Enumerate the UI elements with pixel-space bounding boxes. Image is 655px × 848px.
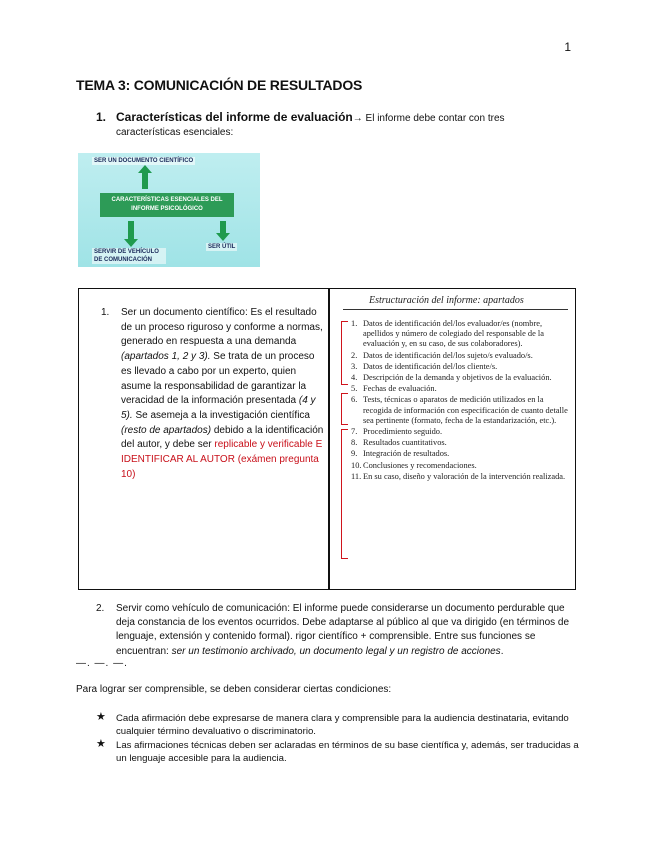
text-part: Ser un documento científico: Es el resultado de un proceso riguroso y conforme a normas, generado en respuesta a una demanda (121, 307, 323, 348)
informe-table (78, 288, 576, 590)
item-number: 1. (101, 307, 110, 318)
structure-title: Estructuración del informe: apartados (369, 295, 524, 306)
bracket-marker (341, 393, 348, 425)
arrow-icon: → (352, 113, 363, 124)
structure-item-text: Procedimiento seguido. (363, 427, 443, 437)
text-italic: (resto de apartados) (121, 424, 212, 436)
star-icon: ★ (96, 711, 106, 723)
arrow-down-right-icon (216, 221, 230, 241)
structure-item-text: Fechas de evaluación. (363, 384, 437, 394)
page-number: 1 (564, 40, 571, 54)
diagram-bottom-right-label: SER ÚTIL (208, 244, 236, 250)
star-icon: ★ (96, 738, 106, 750)
section-2-number: 2. (96, 603, 105, 614)
diagram-center-box: CARACTERÍSTICAS ESENCIALES DEL INFORME PSICOLÓGICO (100, 193, 234, 217)
structure-cell (337, 289, 573, 589)
structure-item (351, 384, 569, 394)
characteristics-diagram (78, 153, 260, 267)
structure-item (351, 438, 569, 448)
bracket-marker (341, 321, 348, 385)
structure-list (351, 319, 569, 483)
section-2-end: . (500, 645, 504, 657)
red-highlight-text: replicable y verificable E IDENTIFICAR AL AUTOR (exámen pregunta 10) (121, 439, 323, 480)
structure-item (351, 472, 569, 482)
section-1-heading: Características del informe de evaluación (116, 110, 353, 124)
section-1 (96, 110, 536, 140)
section-2-italic: ser un testimonio archivado, un documento legal y un registro de acciones (171, 645, 501, 657)
structure-item-number: 4. (351, 373, 358, 383)
structure-item-number: 1. (351, 319, 358, 328)
structure-item-number: 6. (351, 395, 358, 405)
structure-item (351, 461, 569, 471)
section-2-text: Servir como vehículo de comunicación: El informe puede considerarse un documento perdurable que deja constancia de los eventos ocurridos. Debe adaptarse al público al que va dirigido (en términos de lenguaje, extensión y contenido formal). rigor científico + comprensible. Entre sus funciones se encuentran: (116, 603, 570, 657)
structure-item (351, 395, 569, 426)
diagram-top-label: SER UN DOCUMENTO CIENTÍFICO (94, 158, 194, 164)
structure-item-number: 10. (351, 460, 362, 470)
section-2 (96, 602, 586, 659)
bullet-text: Cada afirmación debe expresarse de manera clara y comprensible para la audiencia destinataria, evitando cualquier término devaluativo o discriminatorio. (116, 713, 569, 737)
title-underline (343, 309, 568, 310)
conditions-intro: Para lograr ser comprensible, se deben considerar ciertas condiciones: (76, 684, 392, 695)
structure-item (351, 362, 569, 372)
structure-item-text: Resultados cuantitativos. (363, 438, 447, 448)
bullet-item (96, 712, 586, 738)
structure-item-number: 5. (351, 384, 358, 394)
bullet-text: Las afirmaciones técnicas deben ser aclaradas en términos de su base científica y, además, ser traducidas a un lenguaje accesible para la audiencia. (116, 740, 579, 764)
structure-item-text: Conclusiones y recomendaciones. (363, 460, 477, 470)
scientific-document-cell (101, 306, 326, 482)
bullet-item (96, 739, 586, 765)
structure-item-text: Descripción de la demanda y objetivos de la evaluación. (363, 373, 552, 383)
structure-item-text: Tests, técnicas o aparatos de medición utilizados en la recogida de información con especificación de cuanto detalle sea pertinente (formato, fecha de la estandarización, etc.). (363, 395, 568, 425)
table-divider (328, 289, 330, 589)
text-part: debido a la identificación del autor, y debe ser (121, 424, 324, 451)
structure-item-number: 9. (351, 449, 358, 459)
separator: —. —. —. (76, 658, 128, 669)
structure-item-text: Datos de identificación del/los cliente/s. (363, 361, 498, 371)
text-italic: (apartados 1, 2 y 3). (121, 351, 211, 363)
text-part: Se trata de un proceso es llevado a cabo por un experto, quien asume la responsabilidad de garantizar la veracidad de la información presentada (121, 351, 315, 407)
section-1-number: 1. (96, 110, 107, 124)
structure-item-number: 7. (351, 427, 358, 437)
structure-item (351, 373, 569, 383)
diagram-bottom-left-label: SERVIR DE VEHÍCULO DE COMUNICACIÓN (92, 248, 166, 264)
structure-item-number: 8. (351, 438, 358, 448)
structure-item-number: 3. (351, 361, 358, 371)
structure-item (351, 449, 569, 459)
arrow-down-left-icon (124, 221, 138, 247)
structure-item-text: Datos de identificación del/los evaluador/es (nombre, apellidos y número de colegiado del responsable de la evaluación y, en su caso, de sus colaboradores). (363, 319, 544, 349)
arrow-up-icon (138, 165, 152, 189)
structure-item (351, 427, 569, 437)
text-italic: (4 y 5). (121, 395, 316, 421)
structure-item-number: 2. (351, 350, 358, 360)
structure-item-number: 11. (351, 471, 362, 481)
structure-item (351, 351, 569, 361)
bracket-marker (341, 429, 348, 559)
text-part: Se asemeja a la investigación científica (132, 409, 310, 421)
section-1-text: El informe debe contar con tres características esenciales: (116, 113, 505, 138)
page-title: TEMA 3: COMUNICACIÓN DE RESULTADOS (76, 77, 363, 93)
structure-item-text: Integración de resultados. (363, 449, 450, 459)
structure-item (351, 319, 569, 350)
structure-item-text: En su caso, diseño y valoración de la intervención realizada. (363, 471, 566, 481)
structure-item-text: Datos de identificación del/los sujeto/s evaluado/s. (363, 350, 533, 360)
